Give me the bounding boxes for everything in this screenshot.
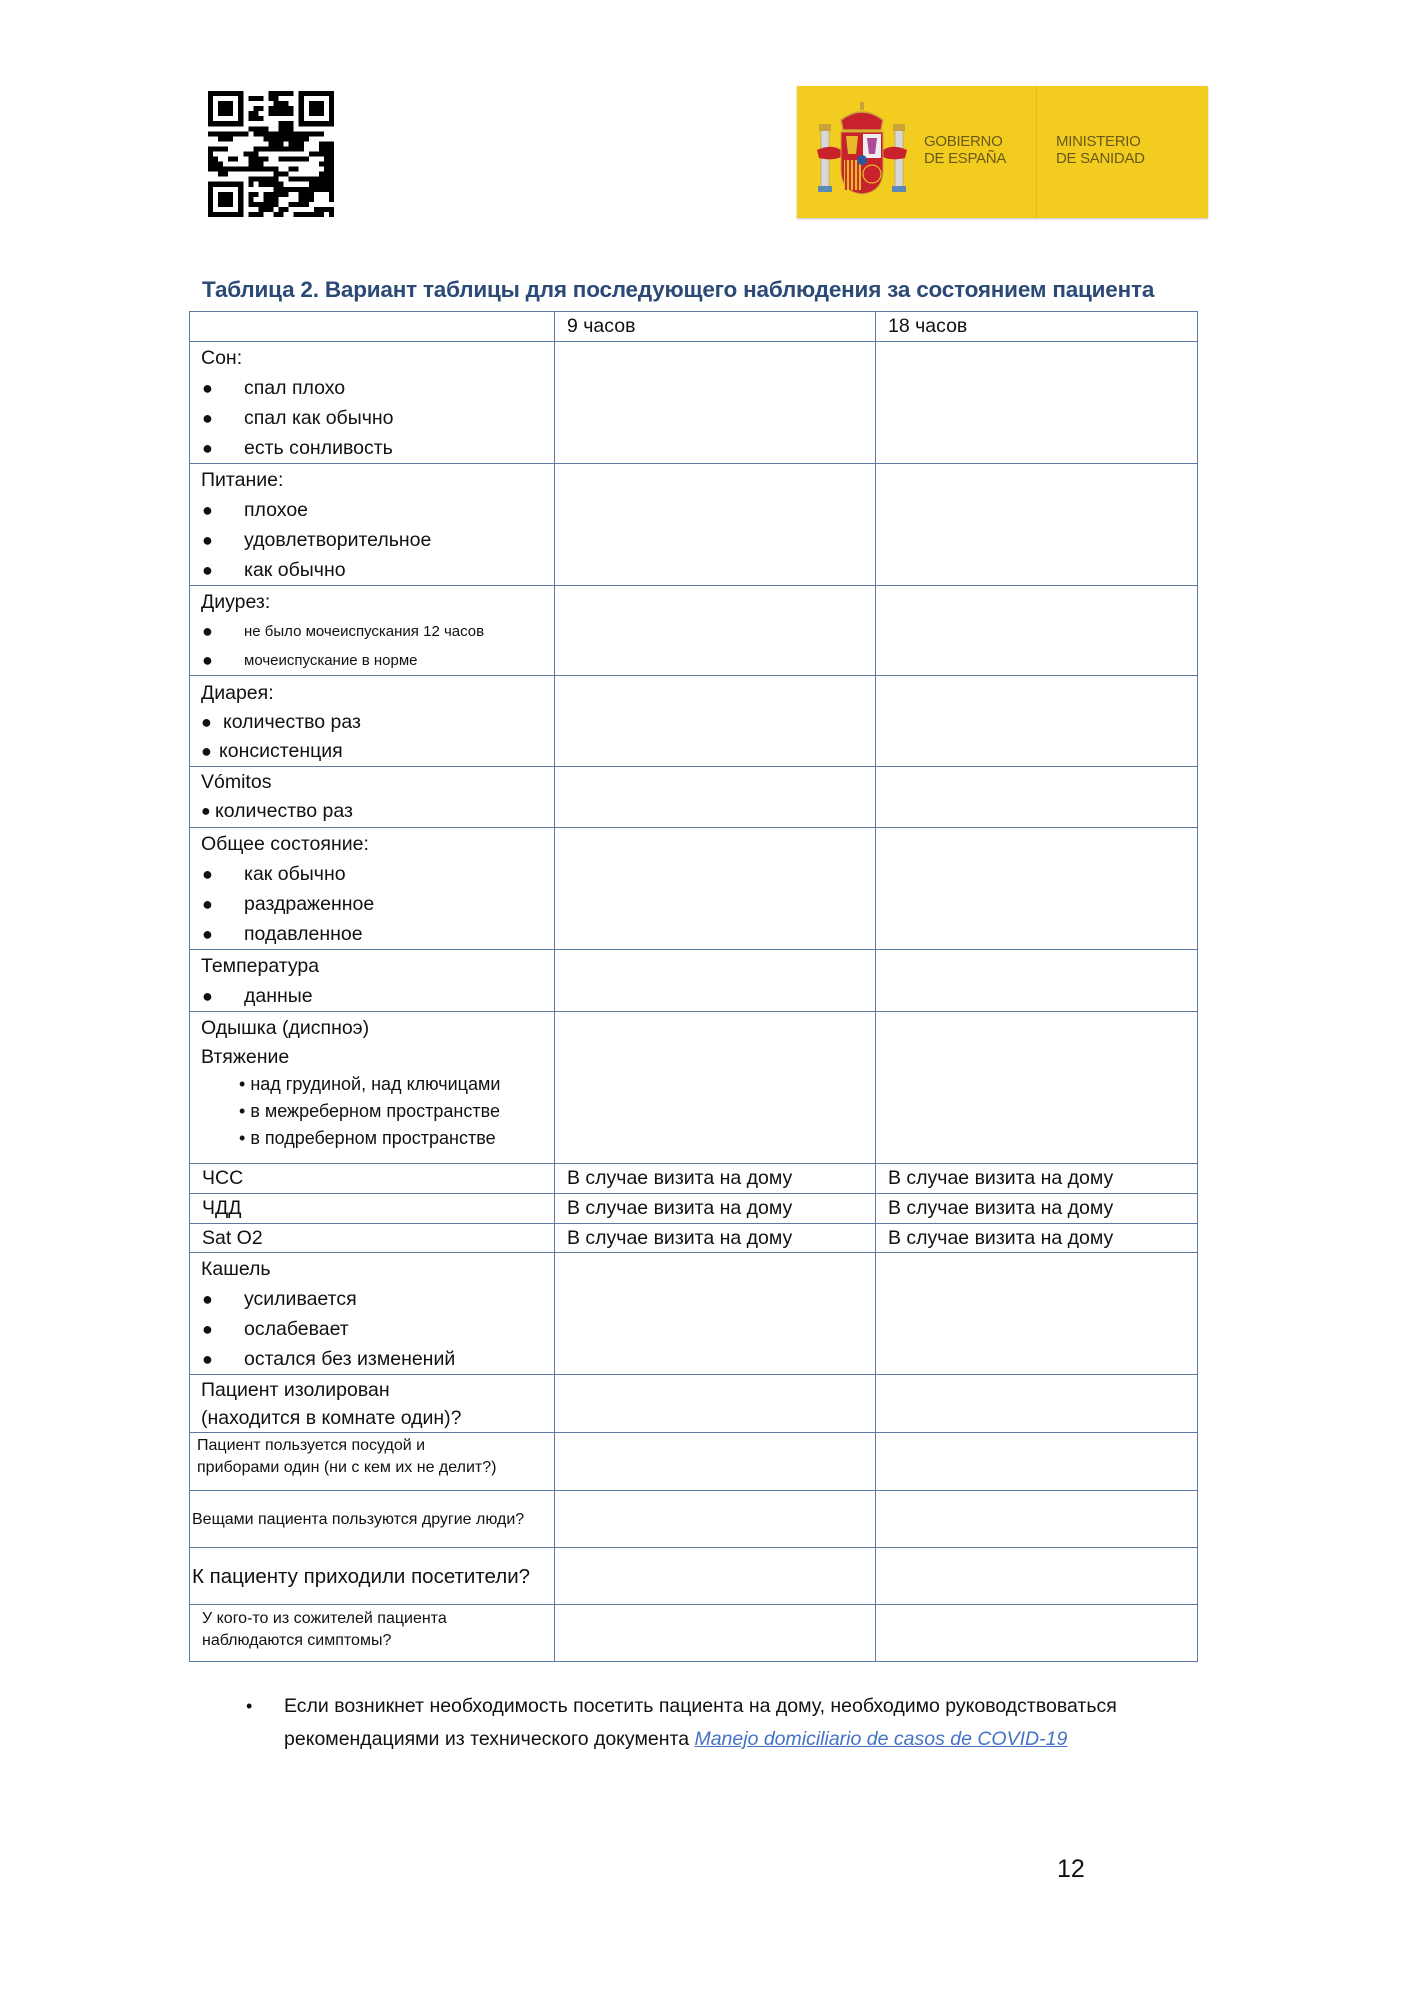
row-label-cell	[190, 828, 555, 950]
table-header-row	[190, 312, 1198, 342]
column-header: 9 часов	[567, 315, 636, 337]
list-item: ● количество раз	[201, 800, 353, 822]
table-row	[190, 1433, 1198, 1491]
input-cell-18h[interactable]	[876, 586, 1198, 676]
row-label-cell	[190, 1491, 555, 1548]
row-label-cell	[190, 1012, 555, 1164]
table-row	[190, 676, 1198, 767]
gobierno-espana-label	[924, 133, 1006, 167]
row-label: Диурез:	[201, 591, 271, 613]
row-label: Пациент пользуется посудой и	[197, 1437, 426, 1454]
list-item: ● мочеиспускание в норме	[202, 650, 418, 670]
table-title: Таблица 2. Вариант таблицы для последующего наблюдения за состоянием пациента	[202, 277, 1155, 302]
row-label: Sat O2	[202, 1227, 263, 1249]
list-item: • в межреберном пространстве	[239, 1101, 500, 1121]
row-label-cell	[190, 1253, 555, 1375]
row-label: Vómitos	[201, 771, 272, 793]
row-label: ЧСС	[202, 1167, 244, 1189]
input-cell-9h[interactable]	[555, 1253, 876, 1375]
list-item: ● раздраженное	[202, 893, 375, 915]
table-row	[190, 767, 1198, 828]
table-row	[190, 1605, 1198, 1662]
table-row	[190, 950, 1198, 1012]
list-item: ● не было мочеиспускания 12 часов	[202, 621, 485, 641]
row-label-cell	[190, 1433, 555, 1491]
row-label-cell	[190, 1375, 555, 1433]
header-cell-18h	[876, 312, 1198, 342]
input-cell-9h[interactable]	[555, 676, 876, 767]
input-cell-18h[interactable]	[876, 1375, 1198, 1433]
input-cell-18h[interactable]	[876, 1433, 1198, 1491]
column-header: 18 часов	[888, 315, 968, 337]
input-cell-18h[interactable]	[876, 1605, 1198, 1662]
input-cell-9h[interactable]	[555, 1375, 876, 1433]
list-item: • в подреберном пространстве	[239, 1128, 496, 1148]
input-cell-18h[interactable]	[876, 464, 1198, 586]
list-item: ● консистенция	[201, 740, 343, 762]
row-label-cell	[190, 950, 555, 1012]
row-label-cell	[190, 676, 555, 767]
row-sublabel: Втяжение	[201, 1046, 290, 1068]
input-cell-18h[interactable]	[876, 828, 1198, 950]
sublist	[201, 1071, 544, 1152]
header-cell-9h	[555, 312, 876, 342]
row-label: Вещами пациента пользуются другие люди?	[192, 1510, 525, 1528]
row-label-cell	[190, 342, 555, 464]
list-item: ● остался без изменений	[202, 1348, 456, 1370]
row-label: Температура	[201, 955, 320, 977]
list-item: ● подавленное	[202, 923, 363, 945]
list-item: ● усиливается	[202, 1288, 357, 1310]
input-cell-9h[interactable]	[555, 464, 876, 586]
list-item: ● количество раз	[201, 711, 361, 733]
row-label-cell	[190, 1548, 555, 1605]
table-row	[190, 342, 1198, 464]
row-label-cell	[190, 1605, 555, 1662]
input-cell-18h[interactable]	[876, 767, 1198, 828]
input-cell-9h[interactable]	[555, 586, 876, 676]
table-row	[190, 1012, 1198, 1164]
footnote	[246, 1690, 1176, 1756]
covid-home-management-link[interactable]: Manejo domiciliario de casos de COVID-19	[694, 1728, 1068, 1750]
logo-text-line: DE ESPAÑA	[924, 150, 1007, 167]
input-cell-9h[interactable]	[555, 342, 876, 464]
list-item: ● как обычно	[202, 863, 346, 885]
monitoring-table	[189, 311, 1198, 1662]
row-label-continued: приборами один (ни с кем их не делит?)	[197, 1459, 497, 1476]
page-number: 12	[1057, 1855, 1085, 1883]
input-cell-18h[interactable]	[876, 950, 1198, 1012]
row-label: Пациент изолирован	[201, 1379, 390, 1401]
value-cell-9h[interactable]	[555, 1224, 876, 1253]
input-cell-9h[interactable]	[555, 1433, 876, 1491]
coat-of-arms-icon	[815, 100, 910, 200]
input-cell-9h[interactable]	[555, 1548, 876, 1605]
table-row	[190, 1375, 1198, 1433]
list-item: ● спал как обычно	[202, 407, 394, 429]
row-label: Общее состояние:	[201, 833, 369, 855]
input-cell-18h[interactable]	[876, 342, 1198, 464]
ministerio-sanidad-label	[1056, 133, 1145, 167]
row-label-cell	[190, 464, 555, 586]
row-label-continued: наблюдаются симптомы?	[202, 1632, 392, 1649]
input-cell-18h[interactable]	[876, 676, 1198, 767]
input-cell-9h[interactable]	[555, 767, 876, 828]
table-row	[190, 1224, 1198, 1253]
row-label-cell	[190, 767, 555, 828]
row-label-cell	[190, 1194, 555, 1224]
footnote-body: Если возникнет необходимость посетить пациента на дому, необходимо руководствоваться рекомендациями из технического документа	[284, 1695, 1117, 1750]
table-row	[190, 464, 1198, 586]
cell-value: В случае визита на дому	[567, 1197, 793, 1219]
logo-text-line: MINISTERIO	[1056, 133, 1141, 150]
value-cell-9h[interactable]	[555, 1194, 876, 1224]
value-cell-18h[interactable]	[876, 1224, 1198, 1253]
list-item: ● плохое	[202, 499, 309, 521]
logo-text-line: DE SANIDAD	[1056, 150, 1145, 167]
qr-code-image	[208, 91, 334, 217]
row-label-continued: (находится в комнате один)?	[201, 1407, 462, 1429]
row-label-cell	[190, 1164, 555, 1194]
input-cell-9h[interactable]	[555, 950, 876, 1012]
list-item: ● как обычно	[202, 559, 346, 581]
input-cell-18h[interactable]	[876, 1491, 1198, 1548]
input-cell-9h[interactable]	[555, 828, 876, 950]
input-cell-9h[interactable]	[555, 1605, 876, 1662]
list-item: ● удовлетворительное	[202, 529, 432, 551]
row-label: К пациенту приходили посетители?	[192, 1564, 531, 1588]
cell-value: В случае визита на дому	[888, 1167, 1114, 1189]
input-cell-18h[interactable]	[876, 1012, 1198, 1164]
row-label: Одышка (диспноэ)	[201, 1017, 370, 1039]
cell-value: В случае визита на дому	[888, 1197, 1114, 1219]
logo-text-line: GOBIERNO	[924, 133, 1003, 150]
table-row	[190, 586, 1198, 676]
input-cell-9h[interactable]	[555, 1012, 876, 1164]
table-row	[190, 1194, 1198, 1224]
table-row	[190, 828, 1198, 950]
table-row	[190, 1164, 1198, 1194]
cell-value: В случае визита на дому	[888, 1227, 1114, 1249]
logo-divider	[1036, 86, 1037, 218]
list-item: ● данные	[202, 985, 313, 1007]
input-cell-18h[interactable]	[876, 1253, 1198, 1375]
list-item: • над грудиной, над ключицами	[239, 1074, 501, 1094]
footnote-text	[284, 1690, 1176, 1756]
row-label: Питание:	[201, 469, 284, 491]
list-item: ● ослабевает	[202, 1318, 349, 1340]
value-cell-18h[interactable]	[876, 1194, 1198, 1224]
row-label: Сон:	[201, 347, 243, 369]
header-cell-empty	[190, 312, 555, 342]
table-row	[190, 1491, 1198, 1548]
row-label-cell	[190, 586, 555, 676]
value-cell-9h[interactable]	[555, 1164, 876, 1194]
cell-value: В случае визита на дому	[567, 1227, 793, 1249]
list-item: ● есть сонливость	[202, 437, 393, 459]
input-cell-9h[interactable]	[555, 1491, 876, 1548]
row-label: У кого-то из сожителей пациента	[202, 1610, 447, 1627]
table-row	[190, 1253, 1198, 1375]
gobierno-espana-ministerio-sanidad-logo	[797, 86, 1208, 218]
row-label-cell	[190, 1224, 555, 1253]
row-label: Диарея:	[201, 682, 274, 704]
input-cell-18h[interactable]	[876, 1548, 1198, 1605]
table-row	[190, 1548, 1198, 1605]
list-item: ● спал плохо	[202, 377, 346, 399]
value-cell-18h[interactable]	[876, 1164, 1198, 1194]
cell-value: В случае визита на дому	[567, 1167, 793, 1189]
row-label: ЧДД	[202, 1197, 242, 1219]
row-label: Кашель	[201, 1258, 271, 1280]
bullet-icon: •	[246, 1696, 253, 1716]
